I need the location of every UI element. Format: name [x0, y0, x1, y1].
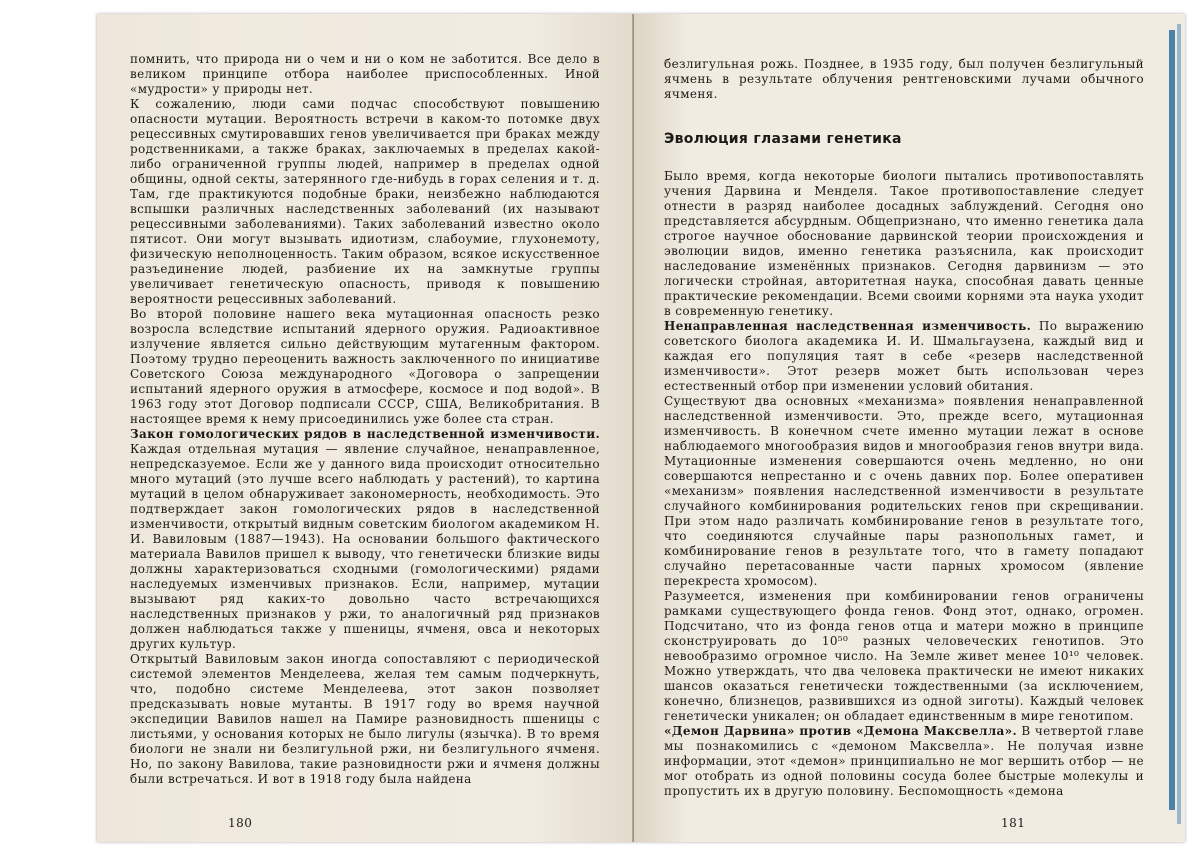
- right-page: [634, 14, 1185, 842]
- section-heading: Эволюция глазами генетика: [664, 131, 902, 147]
- right-paragraph-5-body: В четвертой главе мы познакомились с «демоном Максвелла». Не получая извне информации, этот «демон» принципиально не мог вершить отбор — не мог отобрать из одной половины сосуда более быстрые молекулы и пропустить их в другую половину. Беспомощность «демона: [664, 724, 1144, 798]
- right-paragraph-5-lead: «Демон Дарвина» против «Демона Максвелла».: [664, 724, 1018, 738]
- left-paragraph-4: [130, 427, 600, 652]
- right-intro: безлигульная рожь. Позднее, в 1935 году, был получен безлигульный ячмень в результате облучения рентгеновскими лучами обычного ячменя.: [664, 57, 1144, 101]
- right-paragraph-1: Было время, когда некоторые биологи пытались противопоставлять учения Дарвина и Менделя. Такое противопоставление следует отнести в разряд наиболее досадных заблуждений. Сегодня оно представляется абсурдным. Общепризнано, что именно генетика дала строгое научное обоснование дарвинской теории происхождения и эволюции видов, именно генетика разъяснила, как происходит наследование изменённых признаков. Сегодня дарвинизм — это логически стройная, авторитетная наука, способная давать ценные практические рекомендации. Всеми своими корнями эта наука уходит в современную генетику.: [664, 169, 1144, 318]
- page-edge-stripe: [1169, 30, 1175, 810]
- left-paragraph-4-lead: Закон гомологических рядов в наследственной изменчивости.: [130, 427, 600, 441]
- right-page-text: [664, 57, 1144, 799]
- left-paragraph-1: помнить, что природа ни о чем и ни о ком не заботится. Все дело в великом принципе отбора наиболее приспособленных. Иной «мудрости» у природы нет.: [130, 52, 600, 96]
- left-paragraph-5: Открытый Вавиловым закон иногда сопоставляют с периодической системой элементов Менделеева, желая тем самым подчеркнуть, что, подобно системе Менделеева, этот закон позволяет предсказывать новые мутанты. В 1917 году во время научной экспедиции Вавилов нашел на Памире разновидность пшеницы с листьями, у основания которых не было лигулы (язычка). В то время биологи не знали ни безлигульной ржи, ни безлигульного ячменя. Но, по закону Вавилова, такие разновидности ржи и ячменя должны были встречаться. И вот в 1918 году была найдена: [130, 652, 600, 786]
- right-paragraph-2-body: По выражению советского биолога академика И. И. Шмальгаузена, каждый вид и каждая его популяция таят в себе «резерв наследственной изменчивости». Этот резерв может быть использован через естественный отбор при изменении условий обитания.: [664, 319, 1144, 393]
- left-page-number: 180: [228, 816, 253, 830]
- right-paragraph-4: Разумеется, изменения при комбинировании генов ограничены рамками существующего фонда генов. Фонд этот, однако, огромен. Подсчитано, что из фонда генов отца и матери можно в принципе сконструировать до 10⁵⁰ разных человеческих генотипов. Это невообразимо огромное число. На Земле живет менее 10¹⁰ человек. Можно утверждать, что два человека практически не имеют никаких шансов оказаться генетически тождественными (за исключением, конечно, близнецов, развившихся из одной зиготы). Каждый человек генетически уникален; он обладает единственным в мире генотипом.: [664, 589, 1144, 723]
- left-page-text: [130, 52, 600, 787]
- book-spread: [97, 14, 1185, 842]
- left-paragraph-2: К сожалению, люди сами подчас способствуют повышению опасности мутации. Вероятность встречи в каком-то потомке двух рецессивных смутировавших генов увеличивается при браках между родственниками, а также браках, заключаемых в пределах какой-либо ограниченной группы людей, например в пределах одной общины, одной секты, затерянного где-нибудь в горах селения и т. д. Там, где практикуются подобные браки, неизбежно наблюдаются вспышки различных наследственных заболеваний (их называют рецессивными заболеваниями). Таких заболеваний известно около пятисот. Они могут вызывать идиотизм, слабоумие, глухонемоту, физическую неполноценность. Таким образом, всякое искусственное разъединение людей, разбиение их на замкнутые группы увеличивает генетическую опасность, приводя к повышению вероятности рецессивных заболеваний.: [130, 97, 600, 306]
- left-paragraph-3: Во второй половине нашего века мутационная опасность резко возросла вследствие испытаний ядерного оружия. Радиоактивное излучение является сильно действующим мутагенным фактором. Поэтому трудно переоценить важность заключенного по инициативе Советского Союза международного «Договора о запрещении испытаний ядерного оружия в атмосфере, космосе и под водой». В 1963 году этот Договор подписали СССР, США, Великобритания. В настоящее время к нему присоединились уже более ста стран.: [130, 307, 600, 426]
- right-paragraph-5: [664, 724, 1144, 799]
- left-page: [97, 14, 634, 842]
- right-paragraph-2: [664, 319, 1144, 394]
- left-paragraph-4-body: Каждая отдельная мутация — явление случайное, ненаправленное, непредсказуемое. Если же у данного вида происходит относительно много мутаций (это лучше всего наблюдать у растений), то картина мутаций в целом обнаруживает закономерность, необходимость. Это подтверждает закон гомологических рядов в наследственной изменчивости, открытый видным советским биологом академиком Н. И. Вавиловым (1887—1943). На основании большого фактического материала Вавилов пришел к выводу, что генетически близкие виды должны характеризоваться сходными (гомологическими) рядами наследуемых изменчивых признаков. Если, например, мутации вызывают ряд каких-то довольно часто встречающихся наследственных признаков у ржи, то аналогичный ряд признаков должен наблюдаться также у пшеницы, ячменя, овса и некоторых других культур.: [130, 442, 600, 651]
- right-paragraph-2-lead: Ненаправленная наследственная изменчивость.: [664, 319, 1032, 333]
- right-page-number: 181: [1001, 816, 1026, 830]
- page-edge-stripe-outer: [1177, 24, 1181, 824]
- right-paragraph-3: Существуют два основных «механизма» появления ненаправленной наследственной изменчивости. Это, прежде всего, мутационная изменчивость. В конечном счете именно мутации лежат в основе наблюдаемого многообразия видов и многообразия генов внутри вида. Мутационные изменения совершаются очень медленно, но они совершаются непрестанно и с очень давних пор. Более оперативен «механизм» появления наследственной изменчивости в результате случайного комбинирования родительских генов при скрещивании. При этом надо различать комбинирование генов в результате того, что соединяются случайные пары разнопольных гамет, и комбинирование генов в результате того, что в гамету попадают случайно перетасованные части парных хромосом (явление перекреста хромосом).: [664, 394, 1144, 588]
